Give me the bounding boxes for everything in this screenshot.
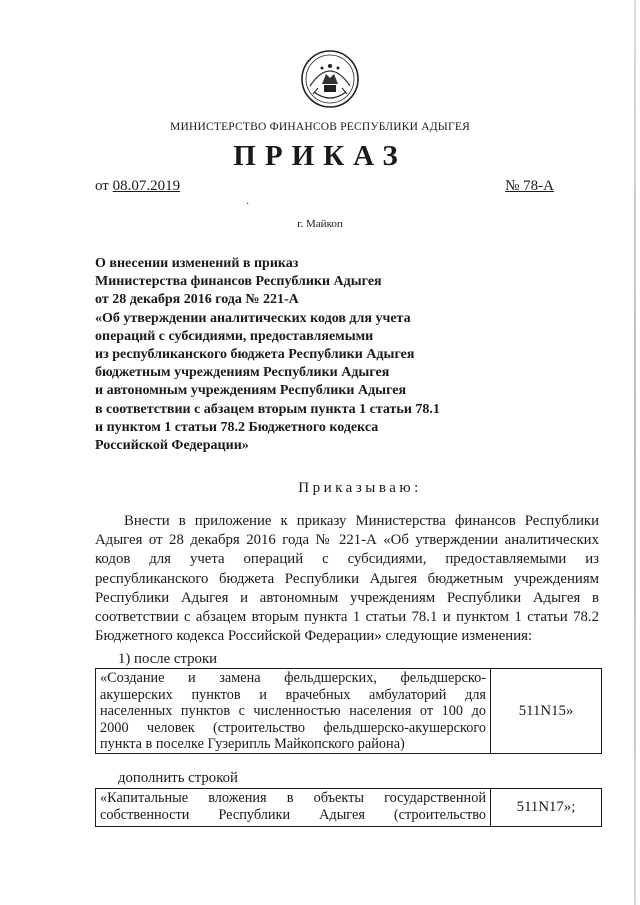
body-line: кодов для учета операций с субсидиями, предоставляемыми из — [95, 551, 599, 568]
order-subject — [95, 255, 515, 455]
cell-line: акушерских пунктов и врачебных амбулаторий для — [100, 686, 486, 703]
body-line: Внести в приложение к приказу Министерства финансов Республики — [124, 513, 599, 529]
order-date-line — [95, 178, 180, 195]
cell-line: «Создание и замена фельдшерских, фельдшерско- — [100, 670, 486, 686]
document-title: ПРИКАЗ — [233, 140, 407, 172]
subject-line: и автономным учреждениям Республики Адыгея — [95, 383, 407, 399]
body-line: Адыгея от 28 декабря 2016 года № 221-А «Об утверждении аналитических — [95, 532, 599, 549]
cell-line: населенных пунктов с численностью населения от 100 до — [100, 703, 486, 720]
order-body — [95, 512, 599, 646]
scan-speck: · — [246, 199, 250, 210]
subject-line: и пунктом 1 статьи 78.2 Бюджетного кодекса — [95, 419, 379, 435]
order-directive: Приказываю: — [298, 480, 422, 496]
cell-line: 2000 человек (строительство фельдшерско-акушерского — [100, 719, 486, 736]
body-line: соответствии с абзацем вторым пункта 1 статьи 78.1 и пунктом 1 статьи 78.2 — [95, 609, 599, 626]
body-line: Бюджетного кодекса Российской Федерации» следующие изменения: — [95, 628, 533, 645]
subject-line: бюджетным учреждениям Республики Адыгея — [95, 365, 390, 381]
subject-line: в соответствии с абзацем вторым пункта 1 статьи 78.1 — [95, 401, 440, 417]
coat-of-arms-emblem — [300, 48, 360, 110]
subject-line: О внесении изменений в приказ — [95, 256, 299, 271]
order-date: 08.07.2019 — [112, 178, 181, 194]
new-row-table — [95, 788, 602, 827]
cell-line: собственности Республики Адыгея (строительство — [100, 806, 486, 823]
city-name: г. Майкоп — [297, 218, 343, 230]
item-1-label: 1) после строки — [118, 651, 218, 667]
subject-line: от 28 декабря 2016 года № 221-А — [95, 292, 299, 308]
row-code-cell: 511N15» — [518, 702, 574, 719]
cell-line: «Капитальные вложения в объекты государственной — [100, 790, 486, 806]
row-code-cell: 511N17»; — [516, 799, 576, 815]
date-prefix: от — [95, 178, 109, 194]
existing-row-table — [95, 668, 602, 754]
add-row-label: дополнить строкой — [118, 770, 238, 786]
subject-line: Министерства финансов Республики Адыгея — [95, 274, 382, 290]
row-description-cell — [96, 789, 491, 826]
subject-line: из республиканского бюджета Республики Адыгея — [95, 347, 415, 363]
subject-line: операций с субсидиями, предоставляемыми — [95, 328, 374, 344]
body-line: республиканского бюджета Республики Адыгея бюджетным учреждениям — [95, 570, 599, 587]
ministry-name: МИНИСТЕРСТВО ФИНАНСОВ РЕСПУБЛИКИ АДЫГЕЯ — [170, 121, 470, 133]
row-description-cell — [96, 669, 491, 753]
order-number: № 78-А — [505, 178, 554, 194]
subject-line: Российской Федерации» — [95, 438, 249, 454]
body-line: Республики Адыгея и автономным учреждениям Республики Адыгея в — [95, 589, 599, 606]
cell-line: пункта в поселке Гузерипль Майкопского района) — [100, 736, 405, 753]
scan-edge-shadow — [634, 0, 636, 905]
subject-line: «Об утверждении аналитических кодов для учета — [95, 310, 411, 326]
